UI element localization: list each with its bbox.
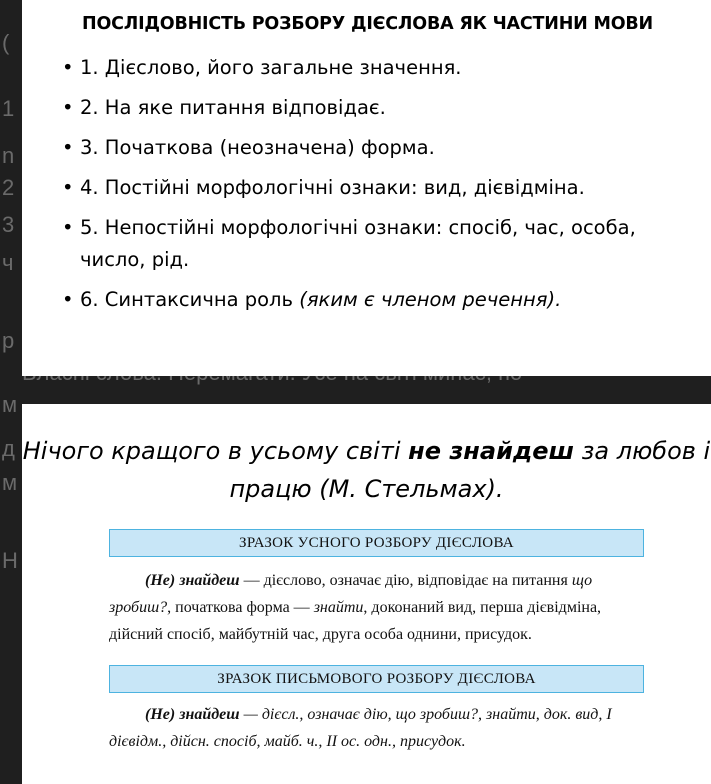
slide-title: ПОСЛІДОВНІСТЬ РОЗБОРУ ДІЄСЛОВА ЯК ЧАСТИНИ МОВИ — [82, 14, 653, 34]
list-item-text: 5. Непостійні морфологічні ознаки: спосіб, час, особа, число, рід. — [80, 216, 636, 271]
analysis-italic: знайти — [313, 599, 364, 616]
bg-fragment: n — [2, 143, 15, 168]
oral-analysis-text — [109, 567, 649, 648]
slide-verb-analysis-sample — [22, 404, 711, 784]
list-item-text: 2. На яке питання відповідає. — [80, 96, 386, 119]
quote-text: Нічого кращого в усьому світі — [22, 437, 409, 465]
bg-fragment: м — [2, 470, 18, 495]
analyzed-word: (Не) знайдеш — [145, 706, 240, 723]
bg-fragment: ( — [2, 30, 10, 55]
slide-verb-analysis-order — [22, 0, 711, 376]
analysis-text: , доконаний вид, перша дієвідміна, дійсний спосіб, майбутній час, друга особа однини, присудок. — [109, 599, 602, 643]
oral-analysis-header: ЗРАЗОК УСНОГО РОЗБОРУ ДІЄСЛОВА — [109, 529, 644, 557]
list-item — [60, 212, 700, 276]
quote-highlight: не знайдеш — [408, 437, 575, 465]
list-item-text: 3. Початкова (неозначена) форма. — [80, 136, 435, 159]
list-item-text: 1. Дієслово, його загальне значення. — [80, 56, 462, 79]
list-item-text: 6. Синтаксична роль — [80, 288, 300, 311]
written-analysis-header: ЗРАЗОК ПИСЬМОВОГО РОЗБОРУ ДІЄСЛОВА — [109, 665, 644, 693]
list-item — [60, 52, 700, 84]
bg-fragment: ч — [2, 250, 14, 275]
list-item-text: 4. Постійні морфологічні ознаки: вид, дієвідміна. — [80, 176, 585, 199]
bg-fragment: 1 — [2, 96, 15, 121]
bullet-icon: • — [62, 216, 74, 239]
analyzed-word: (Не) знайдеш — [145, 572, 240, 589]
bg-fragment: 2 — [2, 175, 15, 200]
quote-text: за любов і працю (М. Стельмах). — [229, 437, 711, 503]
steps-list — [60, 52, 700, 324]
analysis-text: , початкова форма — — [167, 599, 314, 616]
analysis-italic: що зробиш? — [109, 572, 593, 616]
bullet-icon: • — [62, 176, 74, 199]
list-item — [60, 172, 700, 204]
list-item — [60, 284, 700, 316]
bg-fragment: Н — [2, 548, 18, 573]
analysis-text: — дієслово, означає дію, відповідає на питання — [239, 572, 572, 589]
bullet-icon: • — [62, 288, 74, 311]
bullet-icon: • — [62, 136, 74, 159]
bg-fragment: д — [2, 436, 15, 461]
bullet-icon: • — [62, 56, 74, 79]
list-item-italic: (яким є членом речення). — [299, 288, 562, 311]
list-item — [60, 132, 700, 164]
analysis-text: — дієсл., означає дію, що зробиш?, знайти, док. вид, I дієвідм., дійсн. спосіб, майб. ч., II ос. одн., присудок. — [109, 706, 612, 750]
example-quote — [22, 432, 711, 508]
bullet-icon: • — [62, 96, 74, 119]
bg-fragment: р — [2, 328, 15, 353]
written-analysis-text — [109, 701, 649, 755]
bg-fragment: 3 — [2, 212, 15, 237]
list-item — [60, 92, 700, 124]
bg-fragment: м — [2, 392, 18, 417]
